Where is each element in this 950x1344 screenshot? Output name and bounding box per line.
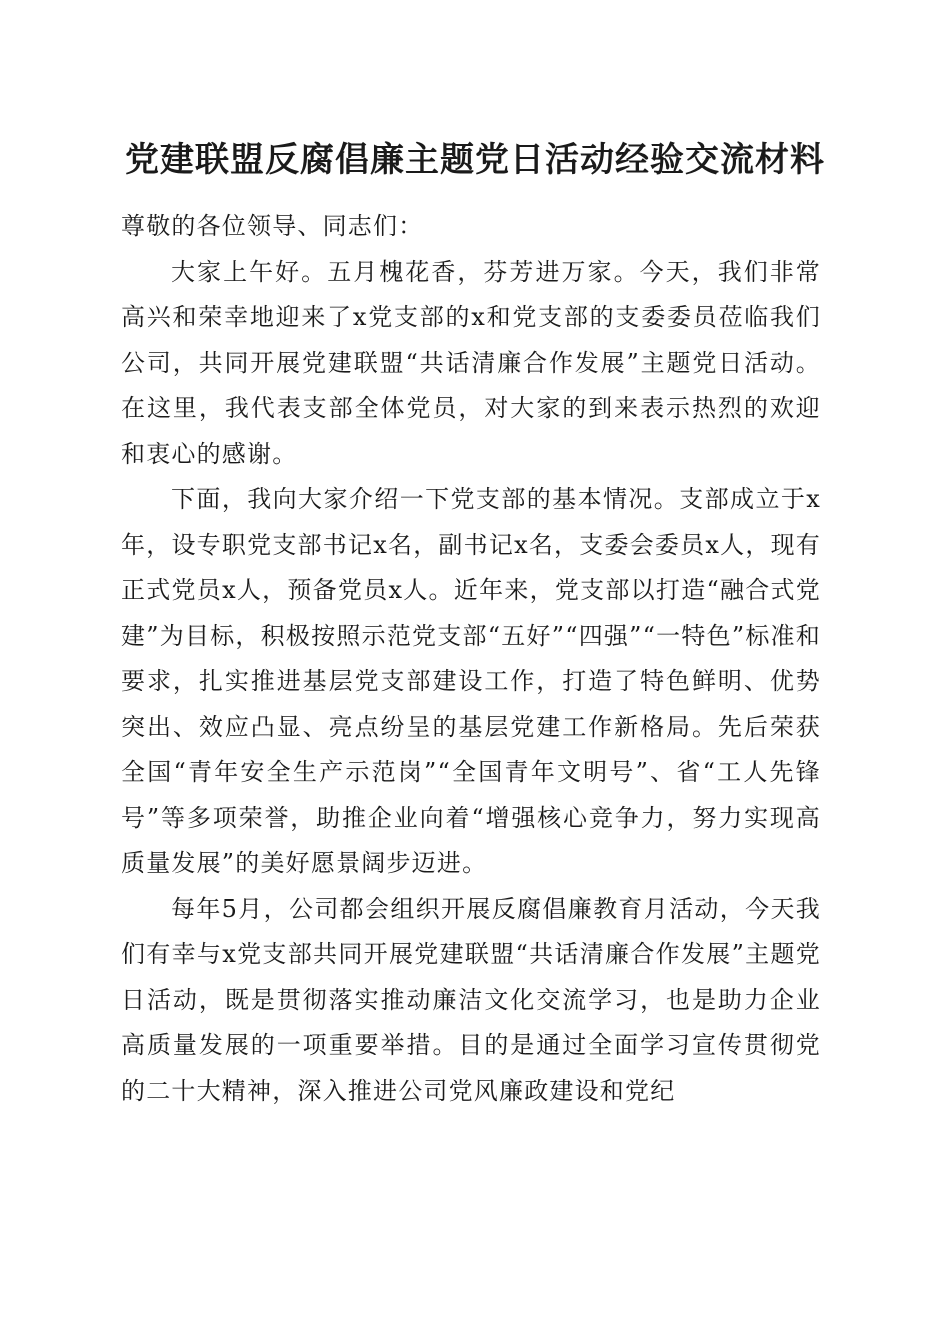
paragraph-activity-purpose: 每年5月，公司都会组织开展反腐倡廉教育月活动，今天我们有幸与x党支部共同开展党建联盟“共话清廉合作发展”主题党日活动，既是贯彻落实推动廉洁文化交流学习，也是助力企业高质量发展的一项重要举措。目的是通过全面学习宣传贯彻党的二十大精神，深入推进公司党风廉政建设和党纪 — [121, 894, 821, 1105]
salutation: 尊敬的各位领导、同志们： — [121, 212, 424, 240]
paragraph-branch-overview: 下面，我向大家介绍一下党支部的基本情况。支部成立于x年，设专职党支部书记x名，副书记x名，支委会委员x人，现有正式党员x人，预备党员x人。近年来，党支部以打造“融合式党建”为目标，积极按照示范党支部“五好”“四强”“一特色”标准和要求，扎实推进基层党支部建设工作，打造了特色鲜明、优势突出、效应凸显、亮点纷呈的基层党建工作新格局。先后荣获全国“青年安全生产示范岗”“全国青年文明号”、省“工人先锋号”等多项荣誉，助推企业向着“增强核心竞争力，努力实现高质量发展”的美好愿景阔步迈进。 — [121, 485, 821, 877]
document-body — [121, 204, 821, 1114]
paragraph-welcome: 大家上午好。五月槐花香，芬芳进万家。今天，我们非常高兴和荣幸地迎来了x党支部的x和党支部的支委委员莅临我们公司，共同开展党建联盟“共话清廉合作发展”主题党日活动。在这里，我代表支部全体党员，对大家的到来表示热烈的欢迎和衷心的感谢。 — [121, 257, 821, 468]
document-title: 党建联盟反腐倡廉主题党日活动经验交流材料 — [125, 140, 825, 180]
